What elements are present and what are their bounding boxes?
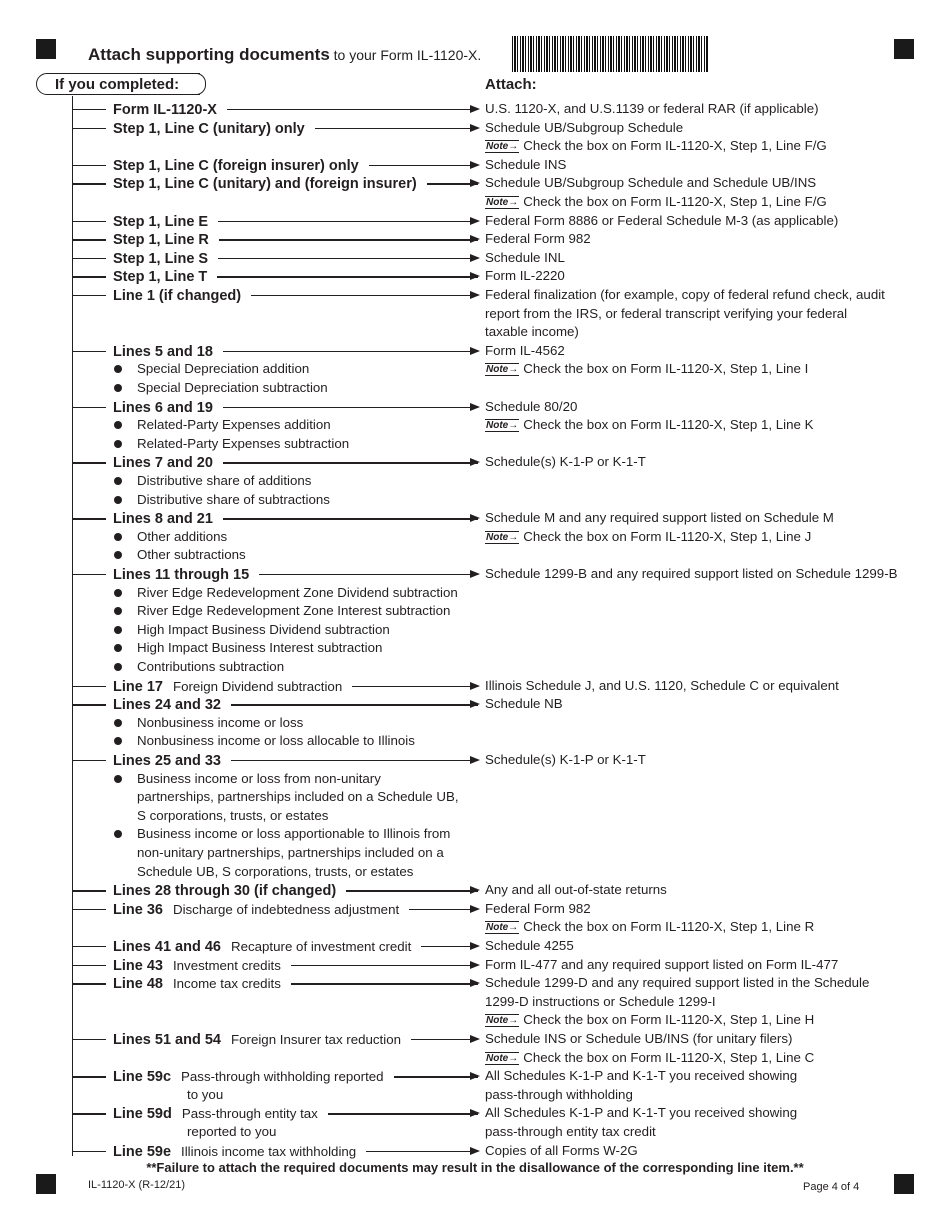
branch-line [72, 258, 106, 259]
sub-item: River Edge Redevelopment Zone Interest subtraction [137, 603, 451, 619]
line-item-label [113, 937, 411, 956]
line-item-description-cont: to you [187, 1086, 224, 1102]
line-item-label [113, 174, 417, 193]
attach-text: pass-through entity tax credit [485, 1124, 656, 1139]
bullet-icon [114, 719, 122, 727]
line-item-title: Step 1, Line R [113, 232, 209, 249]
bullet-icon [114, 830, 122, 838]
bullet-icon [114, 551, 122, 559]
registration-mark-top-right [894, 39, 914, 59]
line-item-title: Lines 24 and 32 [113, 697, 221, 714]
attach-text: 1299-D instructions or Schedule 1299-I [485, 993, 716, 1009]
arrow-connector [411, 1039, 478, 1040]
line-item-description: Investment credits [172, 957, 281, 973]
branch-line [72, 518, 106, 519]
attach-text: Any and all out-of-state returns [485, 882, 667, 898]
branch-line [72, 128, 106, 129]
branch-line [72, 965, 106, 966]
line-item-label [113, 342, 213, 361]
attach-text: pass-through withholding [485, 1086, 633, 1102]
line-item-title: Lines 28 through 30 (if changed) [113, 883, 337, 900]
sub-item: Special Depreciation subtraction [137, 380, 328, 395]
attach-text: All Schedules K-1-P and K-1-T you received showing [485, 1068, 798, 1084]
arrow-connector [231, 704, 478, 705]
branch-line [72, 704, 106, 705]
arrow-connector [219, 239, 478, 240]
line-item-description: Discharge of indebtedness adjustment [172, 901, 400, 917]
branch-line [72, 351, 106, 352]
branch-line [72, 239, 106, 240]
line-item-title: Line 59d [113, 1106, 172, 1123]
sub-item: partnerships, partnerships included on a Schedule UB, [137, 789, 459, 805]
line-item-title: Step 1, Line T [113, 269, 208, 286]
branch-line [72, 1039, 106, 1040]
bullet-icon [114, 384, 122, 392]
note-text: Check the box on Form IL-1120-X, Step 1, Line C [523, 1049, 815, 1065]
branch-line [72, 1076, 106, 1077]
attach-text: Copies of all Forms W-2G [485, 1142, 638, 1158]
arrow-connector [223, 518, 478, 519]
arrow-connector [394, 1076, 478, 1077]
line-item-description: Illinois income tax withholding [181, 1143, 357, 1159]
note-text: Check the box on Form IL-1120-X, Step 1, Line H [523, 1012, 815, 1028]
line-item-title: Form IL-1120-X [113, 102, 217, 118]
note-icon: Note→ [486, 1015, 519, 1027]
line-item-title: Step 1, Line E [113, 213, 209, 230]
sub-item: Nonbusiness income or loss allocable to Illinois [137, 733, 415, 749]
sub-item: Other subtractions [137, 547, 246, 563]
bullet-icon [114, 589, 122, 597]
line-item-label [113, 900, 399, 919]
if-completed-heading: If you completed: [36, 73, 200, 95]
line-item-title: Lines 8 and 21 [113, 511, 213, 528]
attach-text: U.S. 1120-X, and U.S.1139 or federal RAR (if applicable) [485, 101, 819, 116]
arrow-connector [421, 946, 478, 947]
note-text: Check the box on Form IL-1120-X, Step 1, Line K [523, 417, 814, 433]
line-item-label [113, 974, 281, 993]
bullet-icon [114, 607, 122, 615]
line-item-label [113, 267, 207, 286]
arrow-connector [218, 258, 478, 259]
branch-line [72, 295, 106, 296]
page-number: Page 4 of 4 [803, 1181, 860, 1193]
attach-heading: Attach: [485, 76, 537, 93]
line-item-title: Step 1, Line C (unitary) only [113, 120, 305, 137]
note-icon: Note→ [486, 1052, 519, 1064]
registration-mark-bottom-left [36, 1174, 56, 1194]
attach-text: Schedule NB [485, 696, 563, 712]
line-item-description: Pass-through entity tax [181, 1106, 318, 1122]
branch-line [72, 109, 106, 110]
line-item-label [113, 881, 336, 900]
note-line [485, 918, 814, 937]
sub-item: Special Depreciation addition [137, 361, 310, 377]
failure-warning: **Failure to attach the required documents may result in the disallowance of the corresponding line item.** [146, 1160, 804, 1175]
attach-text: Schedule 1299-B and any required support listed on Schedule 1299-B [485, 566, 898, 581]
attach-text: taxable income) [485, 324, 579, 340]
attach-text: Schedule INL [485, 249, 565, 265]
arrow-connector [352, 686, 478, 687]
attach-text: Schedule INS [485, 156, 567, 172]
line-item-label [113, 119, 305, 138]
line-item-description: Income tax credits [172, 976, 281, 992]
note-line [485, 193, 827, 212]
arrow-connector [369, 165, 478, 166]
line-item-label [113, 509, 213, 528]
sub-item: Related-Party Expenses subtraction [137, 435, 350, 451]
line-item-title: Line 48 [113, 976, 163, 993]
note-line [485, 528, 811, 547]
arrow-connector [223, 407, 478, 408]
bullet-icon [114, 496, 122, 504]
attach-text: Schedule 1299-D and any required support listed in the Schedule [485, 975, 870, 991]
note-line [485, 416, 813, 435]
arrow-connector [231, 760, 478, 761]
line-item-label [113, 1142, 356, 1161]
line-item-title: Line 43 [113, 957, 163, 974]
line-item-label [113, 249, 208, 268]
line-item-label [113, 212, 208, 231]
bullet-icon [114, 663, 122, 671]
arrow-connector [218, 221, 478, 222]
branch-line [72, 890, 106, 891]
bullet-icon [114, 365, 122, 373]
arrow-connector [346, 890, 478, 891]
bullet-icon [114, 421, 122, 429]
sub-item: Distributive share of additions [137, 473, 312, 488]
attach-text: report from the IRS, or federal transcript verifying your federal [485, 305, 848, 321]
note-text: Check the box on Form IL-1120-X, Step 1, Line F/G [523, 138, 827, 154]
sub-item: Distributive share of subtractions [137, 491, 330, 507]
note-text: Check the box on Form IL-1120-X, Step 1, Line R [523, 919, 815, 935]
if-completed-tab-cap [196, 73, 206, 95]
arrow-connector [223, 462, 478, 463]
branch-line [72, 276, 106, 277]
note-text: Check the box on Form IL-1120-X, Step 1, Line F/G [523, 194, 827, 209]
attach-text: Form IL-477 and any required support listed on Form IL-477 [485, 956, 839, 972]
line-item-label [113, 398, 213, 417]
line-item-description: Foreign Dividend subtraction [172, 678, 343, 694]
line-item-title: Line 1 (if changed) [113, 288, 242, 304]
line-item-label [113, 677, 342, 696]
arrow-connector [315, 128, 478, 129]
attach-text: Schedule(s) K-1-P or K-1-T [485, 454, 646, 470]
line-item-title: Step 1, Line S [113, 250, 209, 267]
branch-line [72, 1151, 106, 1152]
bullet-icon [114, 626, 122, 634]
note-text: Check the box on Form IL-1120-X, Step 1, Line I [523, 361, 809, 377]
line-item-title: Line 17 [113, 678, 163, 695]
branch-line [72, 165, 106, 166]
attach-text: Schedule 80/20 [485, 398, 578, 414]
note-icon: Note→ [486, 922, 519, 934]
note-icon: Note→ [486, 141, 519, 153]
attach-text: Illinois Schedule J, and U.S. 1120, Schedule C or equivalent [485, 677, 839, 693]
sub-item: Other additions [137, 528, 228, 544]
line-item-label [113, 453, 213, 472]
line-item-title: Lines 11 through 15 [113, 567, 250, 583]
attach-text: Schedule UB/Subgroup Schedule [485, 119, 684, 135]
sub-item: Related-Party Expenses addition [137, 417, 331, 433]
arrow-connector [291, 983, 478, 984]
branch-line [72, 1113, 106, 1114]
sub-item: non-unitary partnerships, partnerships included on a [137, 845, 444, 860]
attach-text: Form IL-4562 [485, 342, 565, 358]
line-item-title: Line 59e [113, 1143, 172, 1160]
line-item-label [113, 565, 249, 584]
line-item-label [113, 230, 209, 249]
line-item-title: Lines 41 and 46 [113, 939, 221, 955]
sub-item: Business income or loss apportionable to Illinois from [137, 826, 451, 842]
attach-text: Form IL-2220 [485, 268, 565, 284]
branch-line [72, 983, 106, 984]
sub-item: River Edge Redevelopment Zone Dividend subtraction [137, 584, 458, 600]
line-item-label [113, 956, 281, 975]
branch-line [72, 946, 106, 947]
registration-mark-bottom-right [894, 1174, 914, 1194]
branch-line [72, 462, 106, 463]
line-item-label [113, 695, 221, 714]
line-item-description-cont: reported to you [187, 1124, 277, 1139]
sub-item: Schedule UB, S corporations, trusts, or estates [137, 863, 414, 879]
arrow-connector [409, 909, 478, 910]
arrow-connector [251, 295, 478, 296]
line-item-label [113, 156, 359, 175]
barcode [512, 36, 708, 72]
line-item-title: Lines 51 and 54 [113, 1032, 221, 1048]
attach-text: Federal Form 982 [485, 231, 591, 247]
note-icon: Note→ [486, 531, 519, 543]
arrow-connector [227, 109, 478, 110]
arrow-connector [223, 351, 478, 352]
note-line [485, 1049, 814, 1068]
bullet-icon [114, 533, 122, 541]
bullet-icon [114, 440, 122, 448]
bullet-icon [114, 477, 122, 485]
branch-line [72, 183, 106, 184]
line-item-label [113, 1067, 384, 1086]
form-id: IL-1120-X (R-12/21) [88, 1179, 186, 1191]
line-item-description: Pass-through withholding reported [181, 1069, 384, 1085]
arrow-connector [328, 1113, 478, 1114]
attach-text: Federal Form 982 [485, 900, 591, 916]
attach-text: Federal finalization (for example, copy of federal refund check, audit [485, 287, 885, 302]
arrow-connector [366, 1151, 478, 1152]
sub-item: Contributions subtraction [137, 659, 285, 674]
bullet-icon [114, 644, 122, 652]
line-item-description: Recapture of investment credit [231, 939, 412, 954]
line-item-title: Line 59c [113, 1069, 172, 1086]
line-item-title: Line 36 [113, 901, 163, 918]
line-item-label [113, 1030, 401, 1049]
branch-line [72, 407, 106, 408]
line-item-label [113, 100, 217, 119]
sub-item: S corporations, trusts, or estates [137, 807, 329, 823]
arrow-connector [259, 574, 478, 575]
attach-text: Schedule INS or Schedule UB/INS (for unitary filers) [485, 1031, 793, 1046]
sub-item: High Impact Business Interest subtraction [137, 640, 383, 656]
branch-line [72, 686, 106, 687]
line-item-title: Lines 25 and 33 [113, 753, 221, 769]
sub-item: Business income or loss from non-unitary [137, 770, 381, 786]
note-line [485, 360, 808, 379]
branch-line [72, 221, 106, 222]
line-item-label [113, 751, 221, 770]
arrow-connector [291, 965, 478, 966]
note-line [485, 137, 827, 156]
sub-item: Nonbusiness income or loss [137, 714, 304, 730]
note-text: Check the box on Form IL-1120-X, Step 1, Line J [523, 528, 812, 544]
branch-line [72, 909, 106, 910]
line-item-title: Lines 6 and 19 [113, 399, 213, 416]
line-item-title: Step 1, Line C (foreign insurer) only [113, 157, 359, 174]
bullet-icon [114, 737, 122, 745]
sub-item: High Impact Business Dividend subtraction [137, 621, 390, 637]
line-item-label [113, 286, 241, 305]
registration-mark-top-left [36, 39, 56, 59]
bullet-icon [114, 775, 122, 783]
branch-line [72, 760, 106, 761]
arrow-connector [217, 276, 478, 277]
attach-text: Schedule UB/Subgroup Schedule and Schedule UB/INS [485, 175, 817, 191]
line-item-title: Lines 5 and 18 [113, 343, 213, 360]
attach-text: All Schedules K-1-P and K-1-T you received showing [485, 1105, 798, 1121]
attach-text: Schedule(s) K-1-P or K-1-T [485, 752, 646, 767]
bracket-line [72, 96, 73, 1156]
arrow-connector [427, 183, 478, 184]
attach-text: Federal Form 8886 or Federal Schedule M-3 (as applicable) [485, 212, 839, 228]
attach-text: Schedule M and any required support listed on Schedule M [485, 510, 834, 526]
note-icon: Note→ [486, 420, 519, 432]
line-item-label [113, 1104, 318, 1123]
line-item-description: Foreign Insurer tax reduction [231, 1032, 401, 1047]
note-icon: Note→ [486, 364, 519, 376]
note-icon: Note→ [486, 197, 519, 208]
attach-text: Schedule 4255 [485, 938, 574, 953]
branch-line [72, 574, 106, 575]
line-item-title: Step 1, Line C (unitary) and (foreign insurer) [113, 176, 417, 193]
page-title: Attach supporting documents to your Form IL-1120-X. [88, 45, 482, 64]
line-item-title: Lines 7 and 20 [113, 455, 213, 472]
note-line [485, 1011, 814, 1030]
